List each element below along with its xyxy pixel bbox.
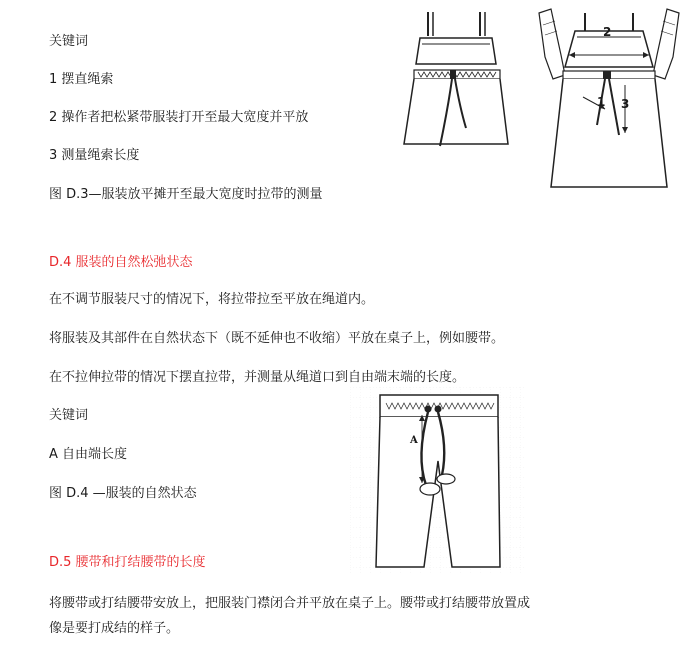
section-d4-heading: D.4 服装的自然松弛状态 <box>49 255 193 270</box>
section-d4-para-3: 在不拉伸拉带的情况下摆直拉带，并测量从绳道口到自由端末端的长度。 <box>49 370 466 385</box>
figure-d4-label-a: A <box>410 435 418 446</box>
figure-d3-caption: 图 D.3—服装放平摊开至最大宽度时拉带的测量 <box>49 187 323 202</box>
keywords-label-1: 关键词 <box>49 34 89 49</box>
figure-d3-dress-flat <box>400 8 512 148</box>
keyword-item-2: 2 操作者把松紧带服装打开至最大宽度并平放 <box>49 110 309 125</box>
keywords-label-2: 关键词 <box>49 408 89 423</box>
figure-d3-label-1: 1 <box>597 95 606 109</box>
keyword-item-1: 1 摆直绳索 <box>49 72 114 87</box>
figure-d3-label-3: 3 <box>621 97 630 111</box>
keyword-item-a: A 自由端长度 <box>49 447 128 462</box>
figure-d4-trousers <box>350 387 525 573</box>
figure-d3-label-2: 2 <box>603 25 612 39</box>
figure-d4-caption: 图 D.4 —服装的自然状态 <box>49 486 197 501</box>
figure-d3-dress-measured <box>535 5 683 190</box>
section-d5-para-line-1: 将腰带或打结腰带安放上，把服装门襟闭合并平放在桌子上。腰带或打结腰带放置成 <box>49 596 531 611</box>
keyword-item-3: 3 测量绳索长度 <box>49 148 140 163</box>
section-d5-heading: D.5 腰带和打结腰带的长度 <box>49 555 206 570</box>
section-d4-para-2: 将服装及其部件在自然状态下（既不延伸也不收缩）平放在桌子上，例如腰带。 <box>49 331 505 346</box>
section-d5-para-line-2: 像是要打成结的样子。 <box>49 621 180 636</box>
section-d4-para-1: 在不调节服装尺寸的情况下，将拉带拉至平放在绳道内。 <box>49 292 375 307</box>
